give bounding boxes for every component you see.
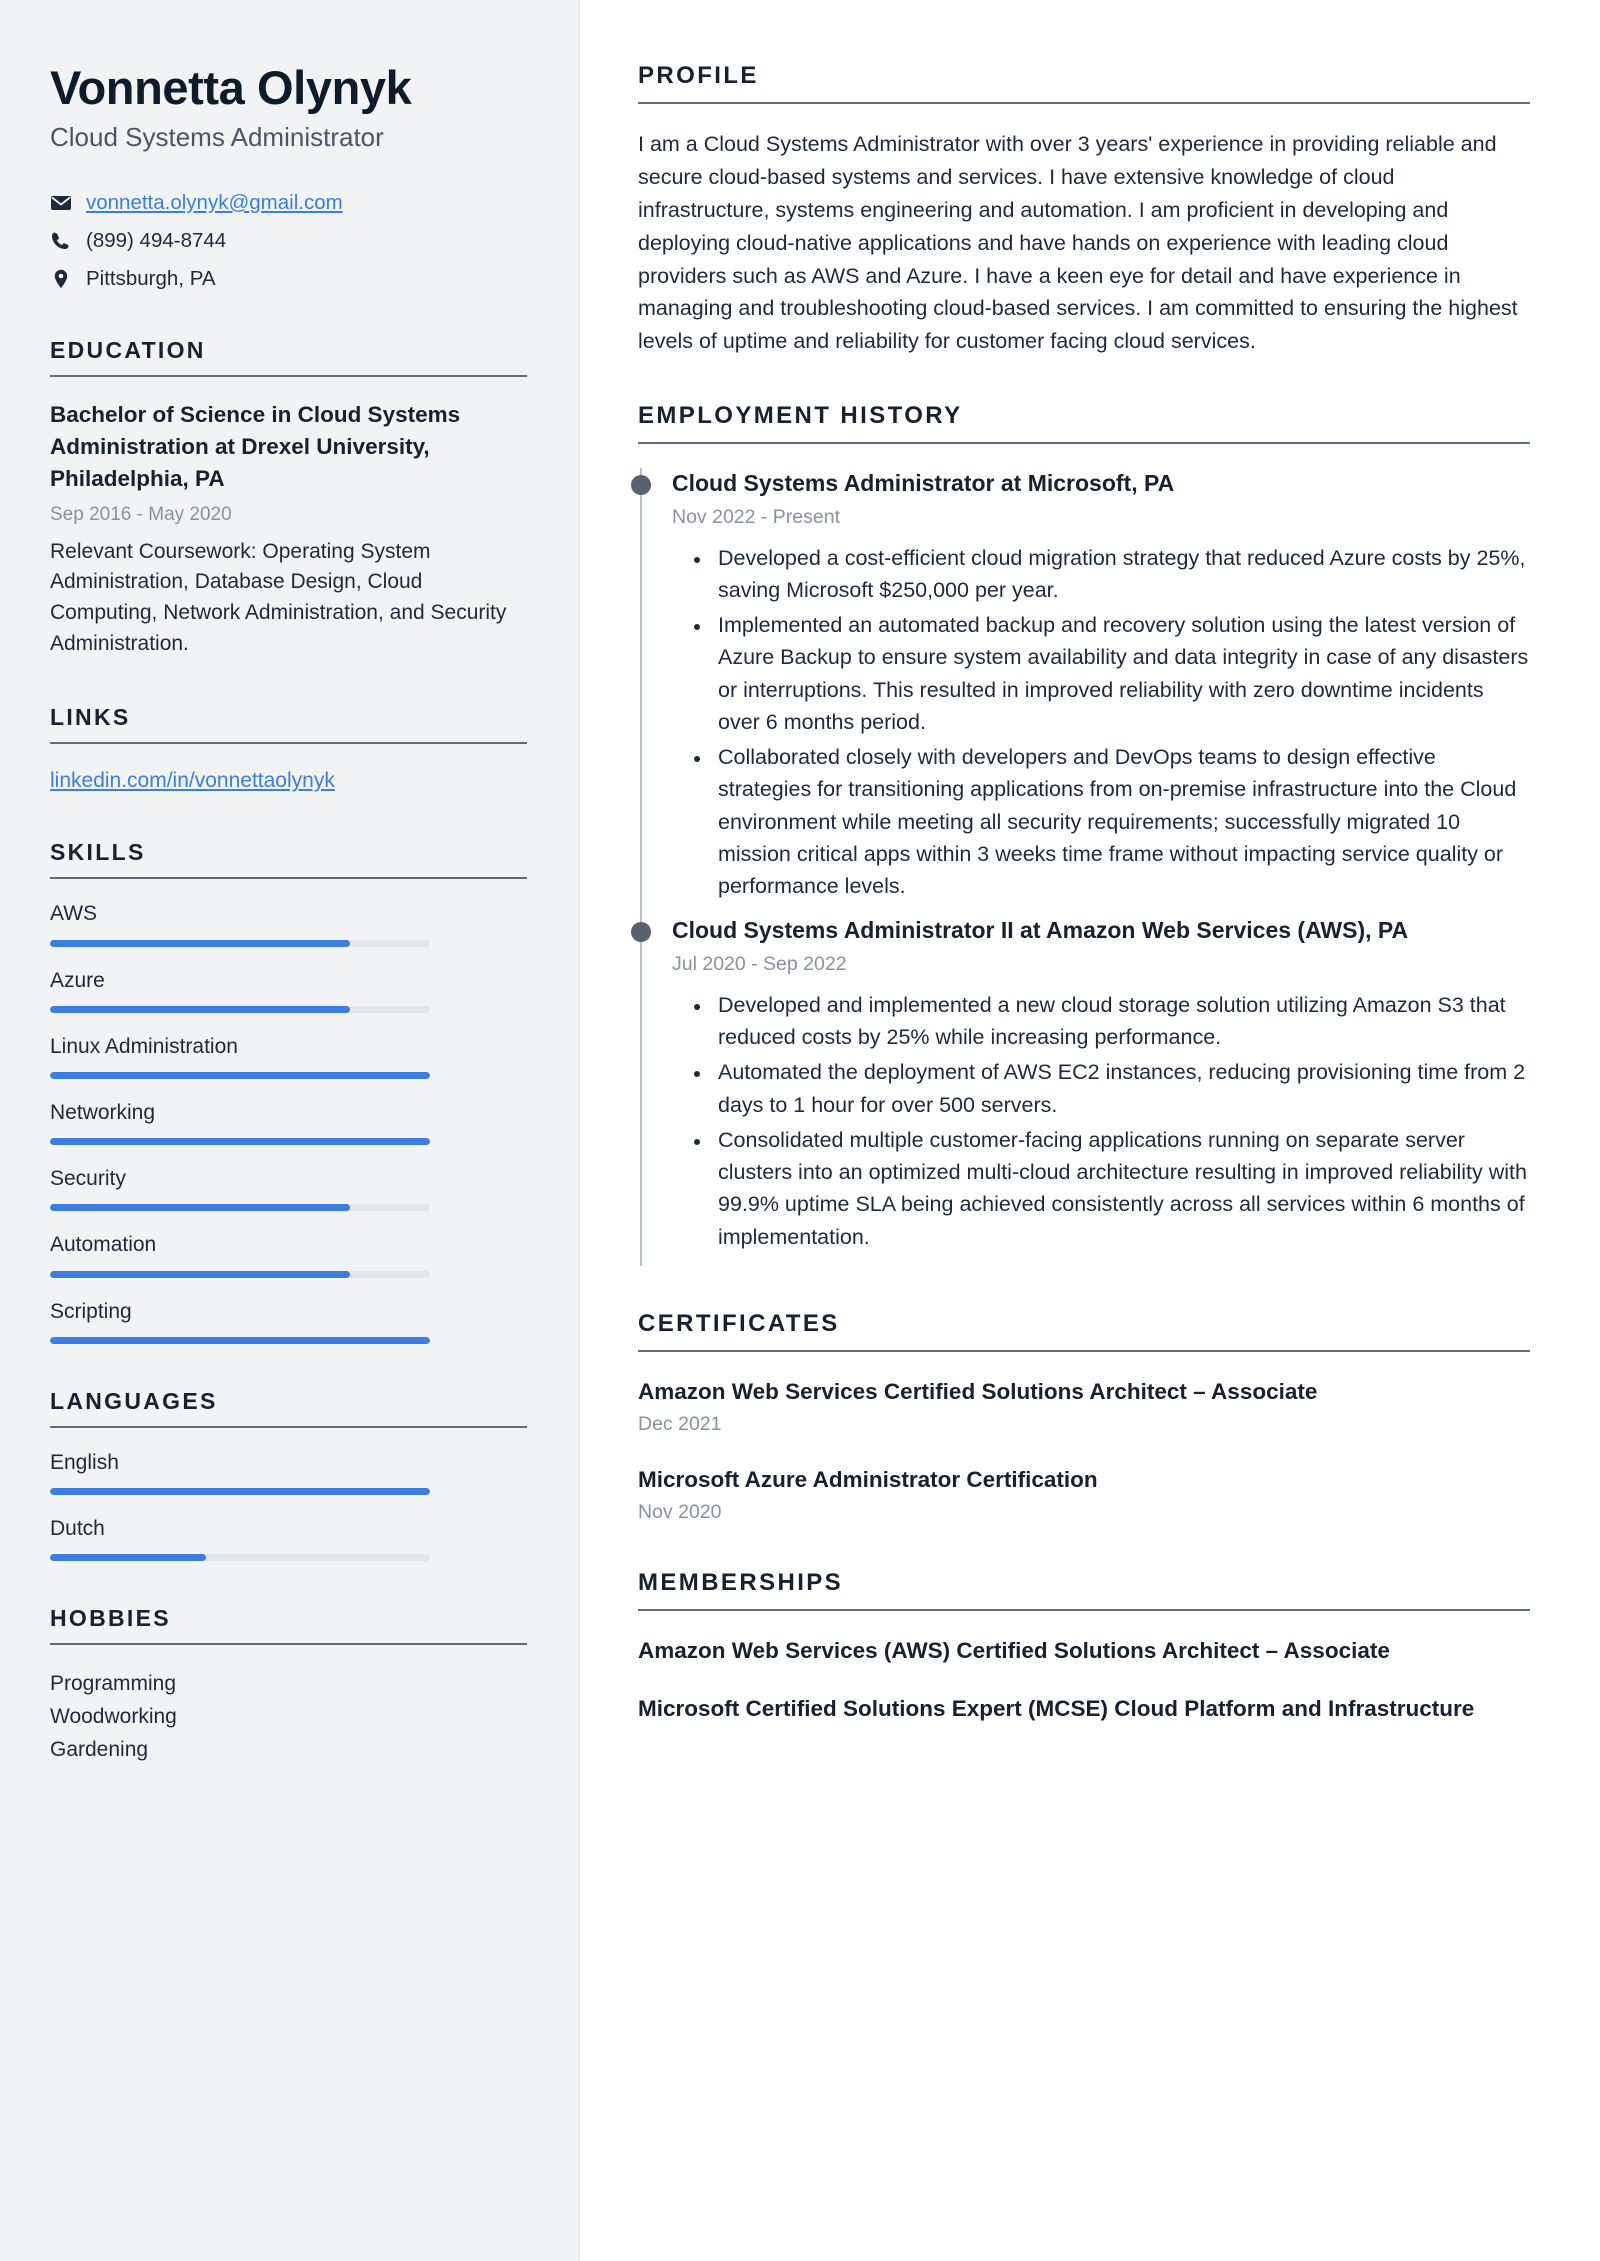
job-bullet: • Implemented an automated backup and recovery solution using the latest version of Azure Backup to ensure system availability and data integrity in case of any disasters or interruptions. This resulted in improved reliability with zero downtime incidents over 6 months period. (712, 609, 1530, 738)
hobby-item: Programming (50, 1672, 177, 1696)
skill-track (50, 1072, 430, 1079)
language-label: English (50, 1450, 119, 1474)
skills-divider (50, 877, 527, 879)
job-date: Nov 2022 - Present (672, 506, 841, 529)
skill-label: Automation (50, 1233, 157, 1257)
memberships-divider (638, 1609, 1530, 1611)
links-heading: LINKS (50, 704, 131, 731)
profile-heading: PROFILE (638, 62, 759, 89)
skill-label: Security (50, 1167, 126, 1191)
education-date: Sep 2016 - May 2020 (50, 503, 232, 525)
contact-row-location (50, 265, 527, 293)
hobbies-heading: HOBBIES (50, 1605, 171, 1632)
language-track (50, 1554, 430, 1561)
membership-title: Amazon Web Services (AWS) Certified Solutions Architect – Associate (638, 1638, 1390, 1664)
job-bullet: • Collaborated closely with developers and DevOps teams to design effective strategies for transitioning applications from on-premise infrastructure into the Cloud environment while meeting all security requirements; successfully migrated 10 mission critical apps within 3 weeks time frame without impacting service quality or performance levels. (712, 741, 1530, 902)
skill-fill (50, 1138, 430, 1145)
skill-track (50, 1204, 430, 1211)
job-role: Cloud Systems Administrator II at Amazon Web Services (AWS), PA (672, 917, 1409, 944)
education-description: Relevant Coursework: Operating System Administration, Database Design, Cloud Computing, Network Administration, and Security Administration. (50, 539, 507, 656)
timeline-dot-icon (631, 475, 651, 495)
employment-divider (638, 442, 1530, 444)
skill-track (50, 940, 430, 947)
contact-list (50, 189, 527, 293)
skill-row (50, 1034, 527, 1079)
timeline-dot-icon (631, 922, 651, 942)
section-employment (638, 402, 1530, 1266)
membership-title: Microsoft Certified Solutions Expert (MCSE) Cloud Platform and Infrastructure (638, 1695, 1475, 1721)
language-row (50, 1516, 527, 1561)
skill-row (50, 901, 527, 946)
job-bullet-list (672, 542, 1530, 903)
jobs-list (638, 468, 1530, 1266)
hobby-item: Gardening (50, 1738, 149, 1762)
envelope-icon (50, 192, 72, 214)
contact-row-email[interactable] (50, 189, 527, 217)
job-date: Jul 2020 - Sep 2022 (672, 953, 847, 976)
skill-row (50, 968, 527, 1013)
job-bullet: • Consolidated multiple customer-facing applications running on separate server clusters into an optimized multi-cloud architecture resulting in improved reliability with 99.9% uptime SLA being achieved consistently across all services within 6 months of implementation. (712, 1124, 1530, 1253)
language-track (50, 1488, 430, 1495)
job-role: Cloud Systems Administrator at Microsoft, PA (672, 470, 1175, 497)
education-title: Bachelor of Science in Cloud Systems Administration at Drexel University, Philadelphia, PA (50, 402, 461, 491)
skills-list (50, 901, 527, 1343)
skill-fill (50, 940, 350, 947)
languages-list (50, 1450, 527, 1561)
email-text[interactable]: vonnetta.olynyk@gmail.com (86, 190, 343, 214)
skill-label: Scripting (50, 1299, 132, 1323)
location-pin-icon (50, 268, 72, 290)
membership-entry (638, 1693, 1530, 1725)
job-bullet: • Automated the deployment of AWS EC2 instances, reducing provisioning time from 2 days to 1 hour for over 500 servers. (712, 1056, 1530, 1121)
certificates-list (638, 1376, 1530, 1526)
skill-row (50, 1299, 527, 1344)
certificate-date: Dec 2021 (638, 1413, 722, 1436)
contact-row-phone (50, 227, 527, 255)
languages-divider (50, 1426, 527, 1428)
certificate-entry (638, 1464, 1530, 1526)
profile-text: I am a Cloud Systems Administrator with over 3 years' experience in providing reliable and secure cloud-based systems and services. I have extensive knowledge of cloud infrastructure, systems engineering and automation. I am proficient in developing and deploying cloud-native applications and have hands on experience with leading cloud providers such as AWS and Azure. I have a keen eye for detail and have experience in managing and troubleshooting cloud-based services. I am committed to ensuring the highest levels of uptime and reliability for customer facing cloud services. (638, 132, 1518, 354)
links-divider (50, 742, 527, 744)
skill-fill (50, 1271, 350, 1278)
language-row (50, 1450, 527, 1495)
certificates-heading: CERTIFICATES (638, 1309, 840, 1337)
main-column (580, 0, 1600, 2261)
skill-fill (50, 1204, 350, 1211)
memberships-list (638, 1635, 1530, 1724)
skill-fill (50, 1006, 350, 1013)
language-label: Dutch (50, 1516, 105, 1540)
skill-label: Azure (50, 968, 105, 992)
phone-icon (50, 230, 72, 252)
skill-label: Networking (50, 1100, 156, 1124)
section-languages (50, 1388, 527, 1561)
certificate-entry (638, 1376, 1530, 1438)
certificate-date: Nov 2020 (638, 1501, 722, 1524)
section-profile (638, 62, 1530, 358)
job-entry (640, 915, 1530, 1265)
employment-heading: EMPLOYMENT HISTORY (638, 402, 963, 430)
hobby-item: Woodworking (50, 1705, 177, 1729)
sidebar (0, 0, 580, 2261)
hobbies-list (50, 1667, 527, 1767)
language-fill (50, 1488, 430, 1495)
skill-row (50, 1100, 527, 1145)
link-linkedin[interactable]: linkedin.com/in/vonnettaolynyk (50, 769, 335, 793)
job-bullet: • Developed a cost-efficient cloud migration strategy that reduced Azure costs by 25%, saving Microsoft $250,000 per year. (712, 542, 1530, 607)
skill-row (50, 1232, 527, 1277)
certificate-title: Microsoft Azure Administrator Certification (638, 1466, 1098, 1492)
section-hobbies (50, 1605, 527, 1767)
skill-label: Linux Administration (50, 1034, 238, 1058)
languages-heading: LANGUAGES (50, 1387, 218, 1414)
section-education (50, 337, 527, 660)
skills-heading: SKILLS (50, 839, 146, 866)
section-links (50, 704, 527, 795)
skill-fill (50, 1337, 430, 1344)
candidate-name: Vonnetta Olynyk (50, 61, 412, 114)
section-certificates (638, 1310, 1530, 1526)
membership-entry (638, 1635, 1530, 1667)
job-bullet: • Developed and implemented a new cloud storage solution utilizing Amazon S3 that reduced costs by 25% while increasing performance. (712, 989, 1530, 1054)
skill-fill (50, 1072, 430, 1079)
location-text: Pittsburgh, PA (86, 266, 216, 290)
candidate-job-title: Cloud Systems Administrator (50, 121, 384, 152)
section-skills (50, 839, 527, 1343)
job-bullet-list (672, 989, 1530, 1253)
section-memberships (638, 1569, 1530, 1724)
skill-track (50, 1138, 430, 1145)
phone-text: (899) 494-8744 (86, 228, 227, 252)
skill-track (50, 1337, 430, 1344)
skill-track (50, 1271, 430, 1278)
skill-track (50, 1006, 430, 1013)
education-divider (50, 375, 527, 377)
profile-divider (638, 102, 1530, 104)
skill-row (50, 1166, 527, 1211)
education-entry (50, 399, 527, 660)
job-entry (640, 468, 1530, 915)
skill-label: AWS (50, 902, 98, 926)
language-fill (50, 1554, 206, 1561)
education-heading: EDUCATION (50, 337, 206, 364)
hobbies-divider (50, 1643, 527, 1645)
certificates-divider (638, 1350, 1530, 1352)
certificate-title: Amazon Web Services Certified Solutions Architect – Associate (638, 1378, 1318, 1404)
memberships-heading: MEMBERSHIPS (638, 1569, 844, 1597)
